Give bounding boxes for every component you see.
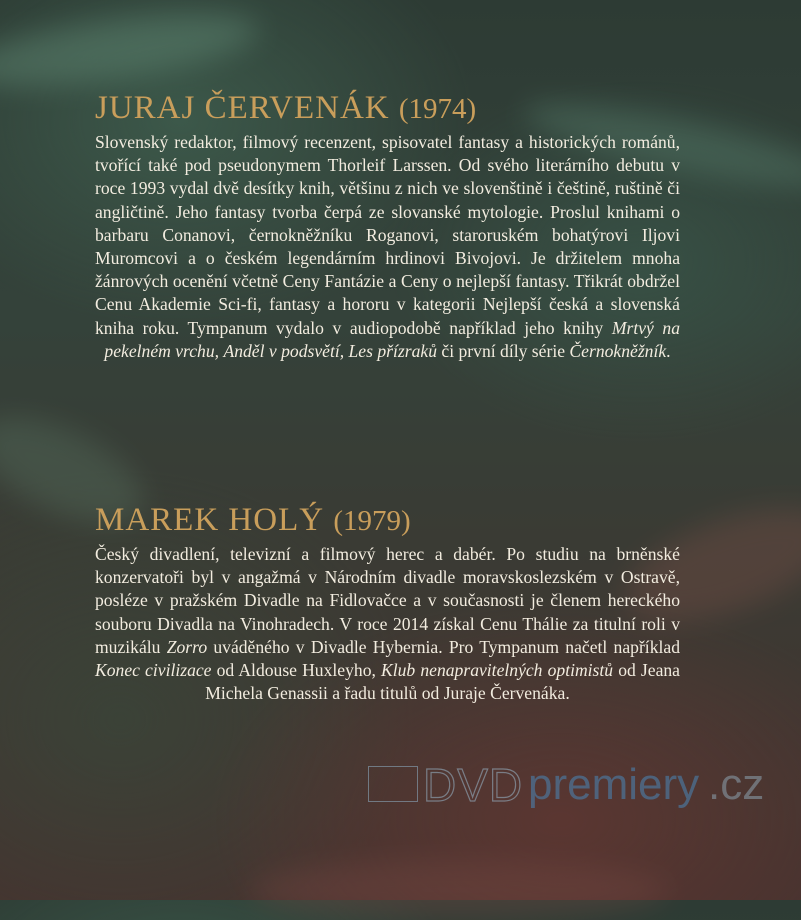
book-title: Černokněžník (569, 340, 667, 361)
background-streak (0, 0, 263, 101)
work-title: Konec civilizace (95, 660, 212, 681)
watermark-tld: .cz (708, 760, 765, 809)
work-title: Klub nenapravitelných optimistů (381, 660, 614, 681)
author-name: JURAJ ČERVENÁK (95, 90, 390, 126)
background-streak (250, 860, 670, 920)
watermark-logo (368, 756, 778, 816)
watermark-name: premiery (528, 760, 700, 809)
author-years: (1974) (398, 93, 477, 125)
narrator-bio (95, 543, 680, 705)
bio-text: od Jeana Michela Genassii a řadu titulů od Juraje Červenáka. (205, 660, 680, 704)
author-bio (95, 131, 680, 363)
book-title: Anděl v podsvětí, Les přízraků (223, 340, 437, 361)
bio-text: od Aldouse Huxleyho, (211, 660, 382, 681)
author-heading (95, 90, 680, 127)
bio-text: . (666, 340, 671, 361)
narrator-heading (95, 502, 680, 539)
bio-text: uváděného v Divadle Hybernia. Pro Tympanum načetl například (207, 636, 680, 657)
dvd-box-icon (368, 766, 418, 802)
work-title: Zorro (166, 636, 208, 657)
narrator-years: (1979) (333, 505, 411, 537)
book-title: Mrtvý na pekelném vrchu, (104, 317, 680, 361)
narrator-section-holy (95, 502, 680, 705)
watermark-brand: DVD (423, 759, 524, 811)
author-section-cervenak (95, 90, 680, 363)
narrator-name: MAREK HOLÝ (95, 502, 325, 538)
bio-text: Slovenský redaktor, filmový recenzent, spisovatel fantasy a historických románů, tvořící také pod pseudonymem Thorleif Larssen. Od svého literárního debutu v roce 1993 vydal dvě desítky knih, většinu z nich ve slovenštině i češtině, ruštině či angličtině. Jeho fantasy tvorba čerpá ze slovanské mytologie. Proslul knihami o barbaru Conanovi, černokněžníku Roganovi, staroruském bohatýrovi Iljovi Muromcovi a o českém legendárním hrdinovi Bivojovi. Je držitelem mnoha žánrových ocenění včetně Ceny Fantázie a Ceny o nejlepší fantasy. Třikrát obdržel Cenu Akademie Sci-fi, fantasy a hororu v kategorii Nejlepší česká a slovenská kniha roku. Tympanum vydalo v audiopodobě například jeho knihy (95, 132, 680, 338)
bio-text: Český divadlení, televizní a filmový herec a dabér. Po studiu na brněnské konzervatoři byl v angažmá v Národním divadle moravskoslezském v Ostravě, posléze v pražském Divadle na Fidlovačce a v současnosti je členem hereckého souboru Divadla na Vinohradech. V roce 2014 získal Cenu Thálie za titulní roli v muzikálu (95, 544, 680, 657)
bio-text: či první díly série (437, 340, 570, 361)
